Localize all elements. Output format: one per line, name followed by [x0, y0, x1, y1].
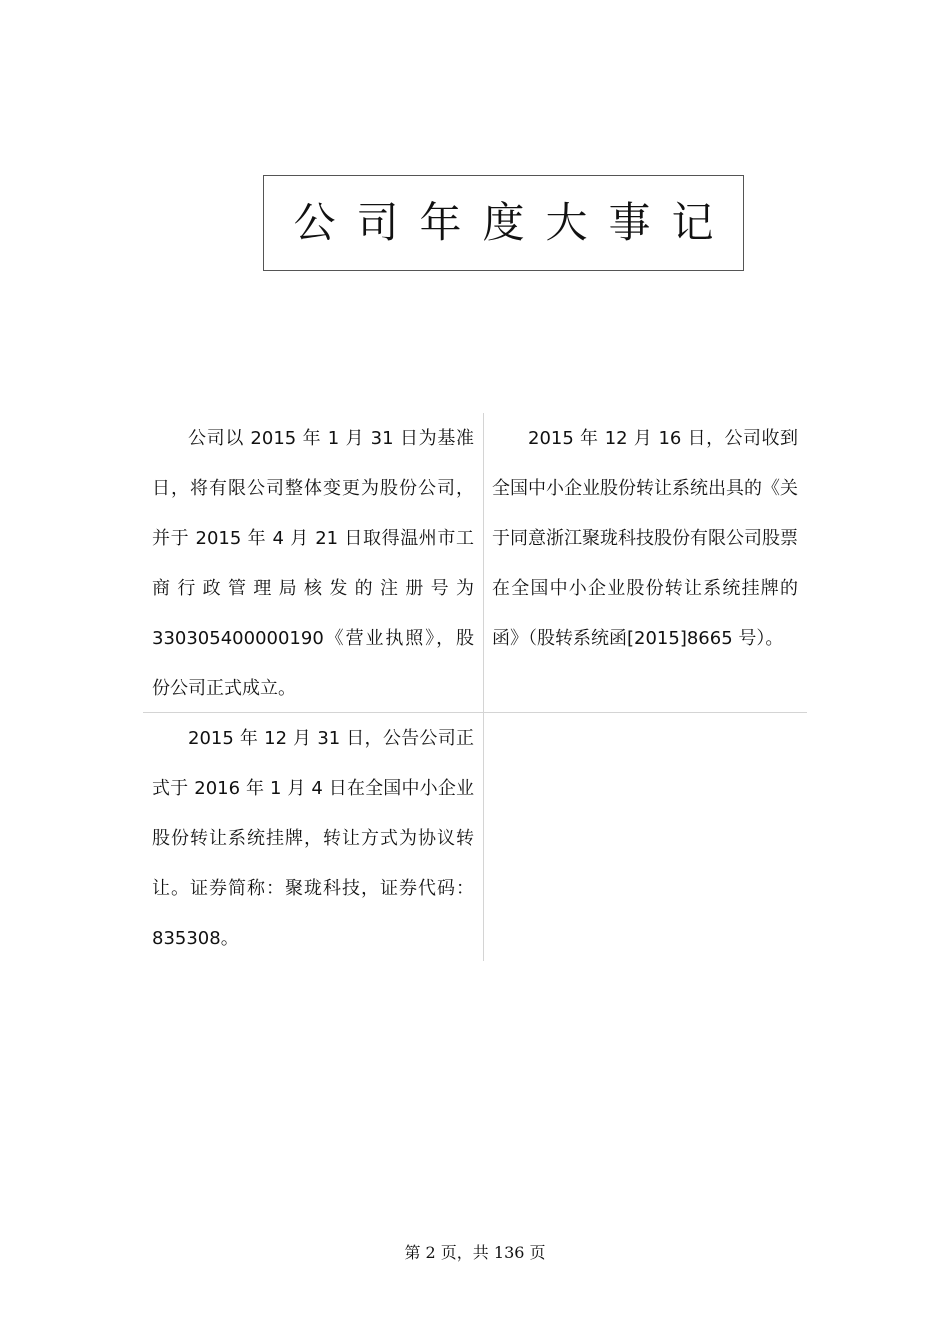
grid-vertical-divider	[483, 413, 484, 961]
event-cell-2: 2015 年 12 月 16 日，公司收到全国中小企业股份转让系统出具的《关于同意浙江聚珑科技股份有限公司股票在全国中小企业股份转让系统挂牌的函》（股转系统函[2015]8665 号）。	[492, 428, 798, 649]
page-footer: 第 2 页，共 136 页	[404, 1243, 546, 1262]
page-title: 公司年度大事记	[293, 198, 735, 247]
title-box	[263, 175, 744, 271]
event-cell-1: 公司以 2015 年 1 月 31 日为基准日，将有限公司整体变更为股份公司，并于 2015 年 4 月 21 日取得温州市工商行政管理局核发的注册号为 330305400000190《营业执照》，股份公司正式成立。	[152, 428, 474, 699]
events-grid	[143, 413, 807, 961]
event-cell-3: 2015 年 12 月 31 日，公告公司正式于 2016 年 1 月 4 日在全国中小企业股份转让系统挂牌，转让方式为协议转让。证券简称：聚珑科技，证券代码：835308。	[152, 728, 474, 949]
